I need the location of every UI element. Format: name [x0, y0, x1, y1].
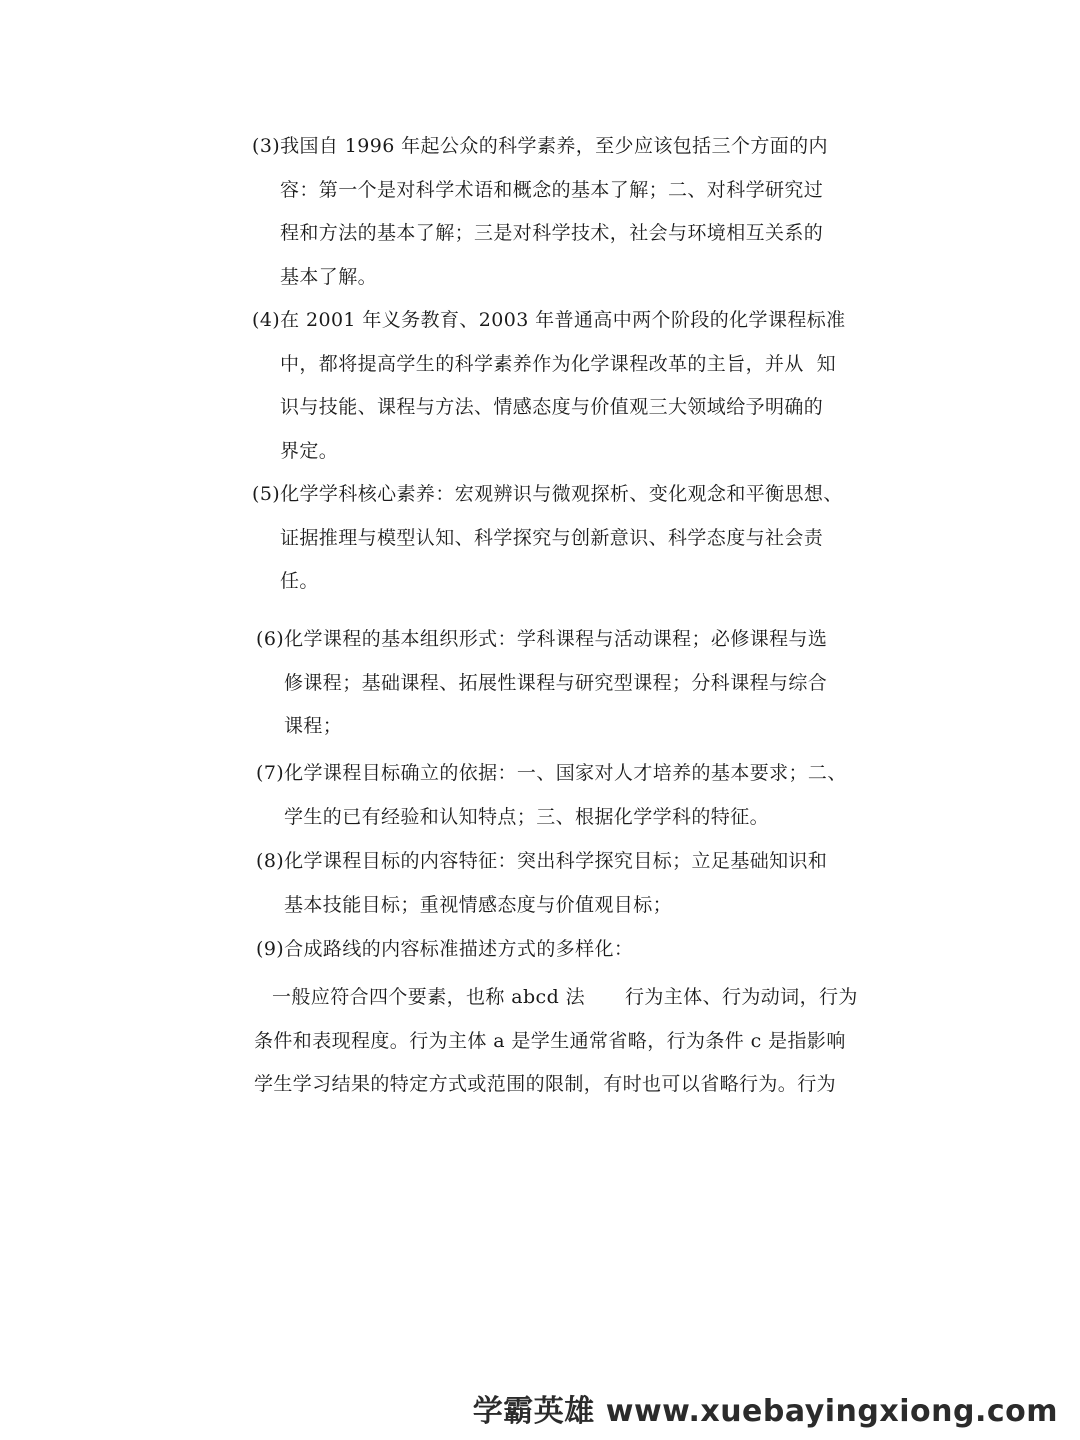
item-3-line-4: 基本了解。 — [280, 265, 378, 288]
item-4-line-1: (4)在 2001 年义务教育、2003 年普通高中两个阶段的化学课程标准 — [252, 299, 846, 343]
item-6-line-3: 课程； — [284, 715, 343, 737]
paragraph-line-2: 条件和表现程度。行为主体 a 是学生通常省略，行为条件 c 是指影响 — [254, 1029, 846, 1052]
item-5-number: (5) — [252, 483, 281, 505]
item-6-number: (6) — [256, 628, 285, 650]
item-8-number: (8) — [256, 850, 285, 872]
site-watermark: 学霸英雄 www.xuebayingxiong.com — [472, 1394, 1058, 1429]
list-item-7 — [256, 752, 847, 839]
item-4-line-3: 识与技能、课程与方法、情感态度与价值观三大领域给予明确的 — [280, 396, 824, 418]
item-7-number: (7) — [256, 762, 285, 784]
list-item-3 — [252, 125, 828, 299]
item-3-line-2: 容：第一个是对科学术语和概念的基本了解；二、对科学研究过 — [280, 178, 824, 201]
body-paragraph — [254, 976, 858, 1107]
item-5-line-1: (5)化学学科核心素养：宏观辨识与微观探析、变化观念和平衡思想、 — [252, 473, 843, 517]
list-item-5 — [252, 473, 843, 604]
item-3-number: (3) — [252, 135, 281, 157]
item-4-line-4: 界定。 — [280, 439, 339, 462]
list-item-8 — [256, 840, 827, 927]
list-item-9 — [256, 928, 633, 972]
item-6-line-1: (6)化学课程的基本组织形式：学科课程与活动课程；必修课程与选 — [256, 618, 827, 662]
item-3-line-1: (3)我国自 1996 年起公众的科学素养，至少应该包括三个方面的内 — [252, 125, 828, 169]
item-9-number: (9) — [256, 938, 285, 960]
item-7-line-2: 学生的已有经验和认知特点；三、根据化学学科的特征。 — [284, 805, 770, 828]
item-8-line-1: (8)化学课程目标的内容特征：突出科学探究目标；立足基础知识和 — [256, 840, 827, 884]
item-5-line-3: 任。 — [280, 570, 319, 592]
item-6-line-2: 修课程；基础课程、拓展性课程与研究型课程；分科课程与综合 — [284, 671, 828, 694]
item-4-number: (4) — [252, 309, 281, 331]
item-3-line-3: 程和方法的基本了解；三是对科学技术，社会与环境相互关系的 — [280, 222, 824, 244]
item-9-line-1: (9)合成路线的内容标准描述方式的多样化： — [256, 928, 633, 972]
paragraph-line-1: 一般应符合四个要素，也称 abcd 法 行为主体、行为动词，行为 — [272, 986, 858, 1008]
list-item-4 — [252, 299, 846, 473]
item-7-line-1: (7)化学课程目标确立的依据：一、国家对人才培养的基本要求；二、 — [256, 752, 847, 796]
item-8-line-2: 基本技能目标；重视情感态度与价值观目标； — [284, 893, 673, 916]
paragraph-line-3: 学生学习结果的特定方式或范围的限制，有时也可以省略行为。行为 — [254, 1073, 837, 1095]
list-item-6 — [256, 618, 827, 749]
item-4-line-2: 中，都将提高学生的科学素养作为化学课程改革的主旨，并从 知 — [280, 352, 837, 375]
item-5-line-2: 证据推理与模型认知、科学探究与创新意识、科学态度与社会责 — [280, 526, 824, 549]
